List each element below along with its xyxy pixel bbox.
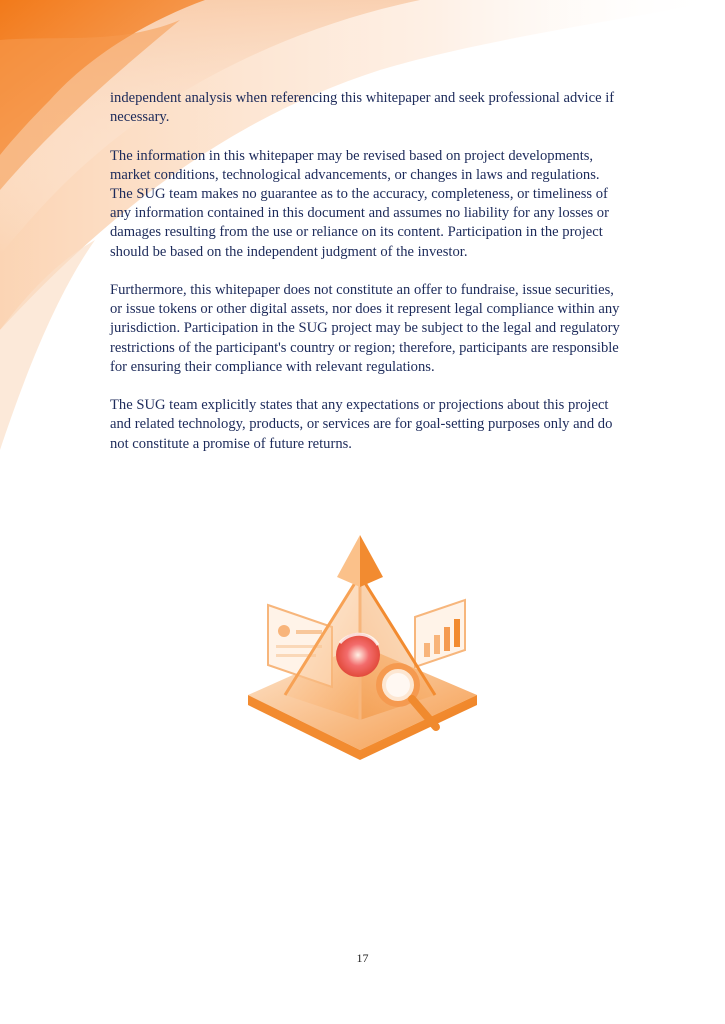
body-paragraph: independent analysis when referencing this whitepaper and seek professional advice if necessary. bbox=[110, 90, 615, 126]
pyramid-analytics-icon bbox=[240, 535, 485, 760]
body-paragraph: Furthermore, this whitepaper does not constitute an offer to fundraise, issue securities, or issue tokens or other digital assets, nor does it represent legal compliance within any jurisdiction. Participation in the SUG project may be subject to the legal and regulatory restrictions of the participant's country or region; therefore, participants are responsible for ensuring their compliance with relevant regulations. bbox=[110, 282, 620, 375]
body-paragraph: The information in this whitepaper may be revised based on project developments, market conditions, technological advancements, or changes in laws and regulations. The SUG team makes no guarantee as to the accuracy, completeness, or timeliness of any information contained in this document and assumes no liability for any losses or damages resulting from the use or reliance on its content. Participation in the project should be based on the independent judgment of the investor. bbox=[110, 147, 609, 260]
document-body bbox=[110, 89, 620, 473]
chart-panel-right-icon bbox=[415, 600, 465, 667]
body-paragraph: The SUG team explicitly states that any expectations or projections about this project and related technology, products, or services are for goal-setting purposes only and do not constitute a promise of future returns. bbox=[110, 397, 613, 452]
page-number: 17 bbox=[356, 951, 369, 965]
